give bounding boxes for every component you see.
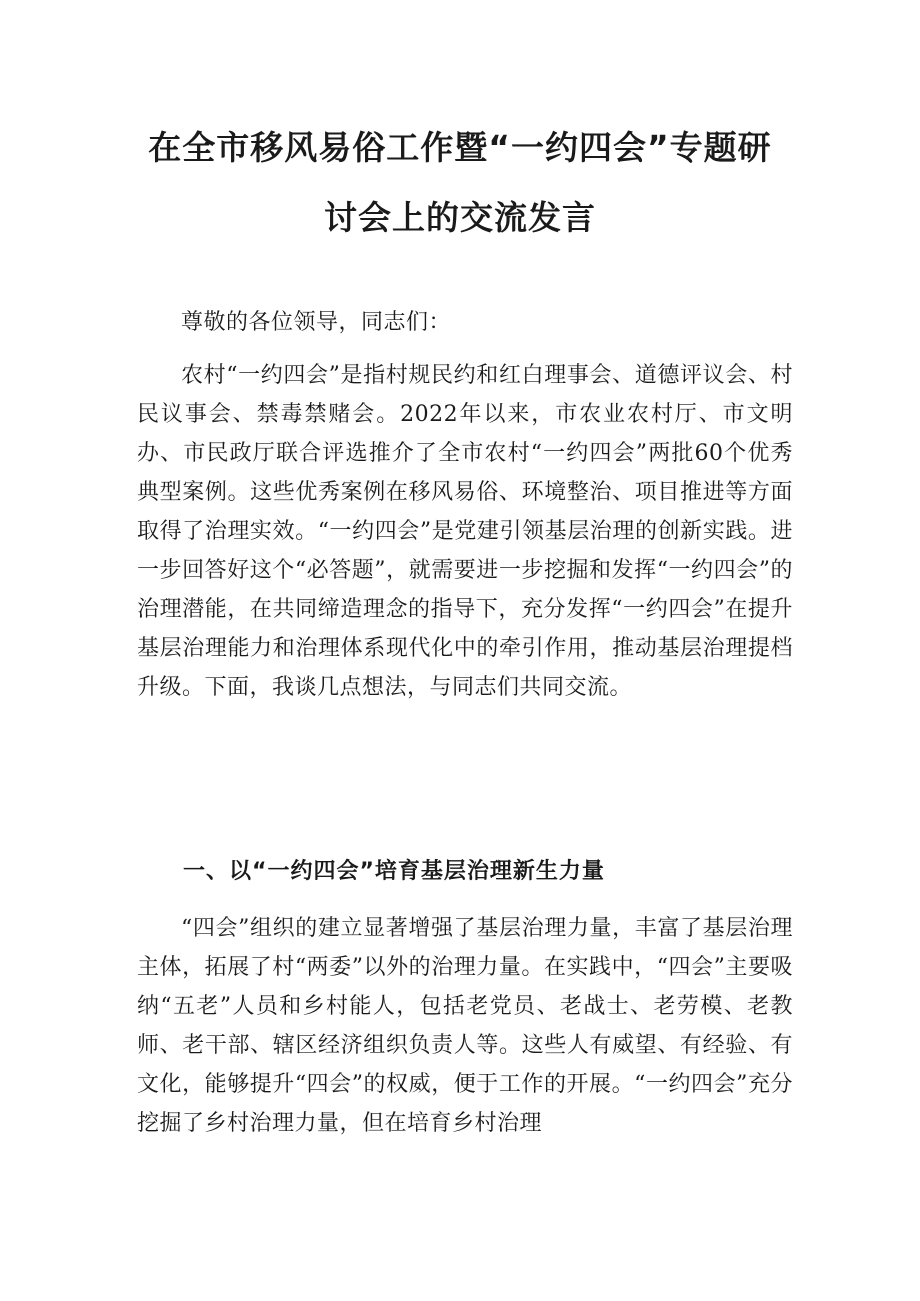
intro-paragraph: 农村“一约四会”是指村规民约和红白理事会、道德评议会、村民议事会、禁毒禁赌会。2022年以来，市农业农村厅、市文明办、市民政厅联合评选推介了全市农村“一约四会”两批60个优秀典型案例。这些优秀案例在移风易俗、环境整治、项目推进等方面取得了治理实效。“一约四会”是党建引领基层治理的创新实践。进一步回答好这个“必答题”，就需要进一步挖掘和发挥“一约四会”的治理潜能，在共同缔造理念的指导下，充分发挥“一约四会”在提升基层治理能力和治理体系现代化中的牵引作用，推动基层治理提档升级。下面，我谈几点想法，与同志们共同交流。 xyxy=(137,363,793,700)
document-title-line-1: 在全市移风易俗工作暨“一约四会”专题研 xyxy=(148,128,772,167)
paragraph-block-2 xyxy=(137,909,793,1143)
salutation: 尊敬的各位领导，同志们： xyxy=(181,310,452,335)
section-heading-1: 一、以“一约四会”培育基层治理新生力量 xyxy=(183,859,605,884)
salutation-block xyxy=(137,303,793,342)
paragraph-block-1 xyxy=(137,356,793,707)
section1-paragraph: “四会”组织的建立显著增强了基层治理力量，丰富了基层治理主体，拓展了村“两委”以外的治理力量。在实践中，“四会”主要吸纳“五老”人员和乡村能人，包括老党员、老战士、老劳模、老教师、老干部、辖区经济组织负责人等。这些人有威望、有经验、有文化，能够提升“四会”的权威，便于工作的开展。“一约四会”充分挖掘了乡村治理力量，但在培育乡村治理 xyxy=(137,916,793,1136)
document-title-line-2: 讨会上的交流发言 xyxy=(324,198,596,237)
